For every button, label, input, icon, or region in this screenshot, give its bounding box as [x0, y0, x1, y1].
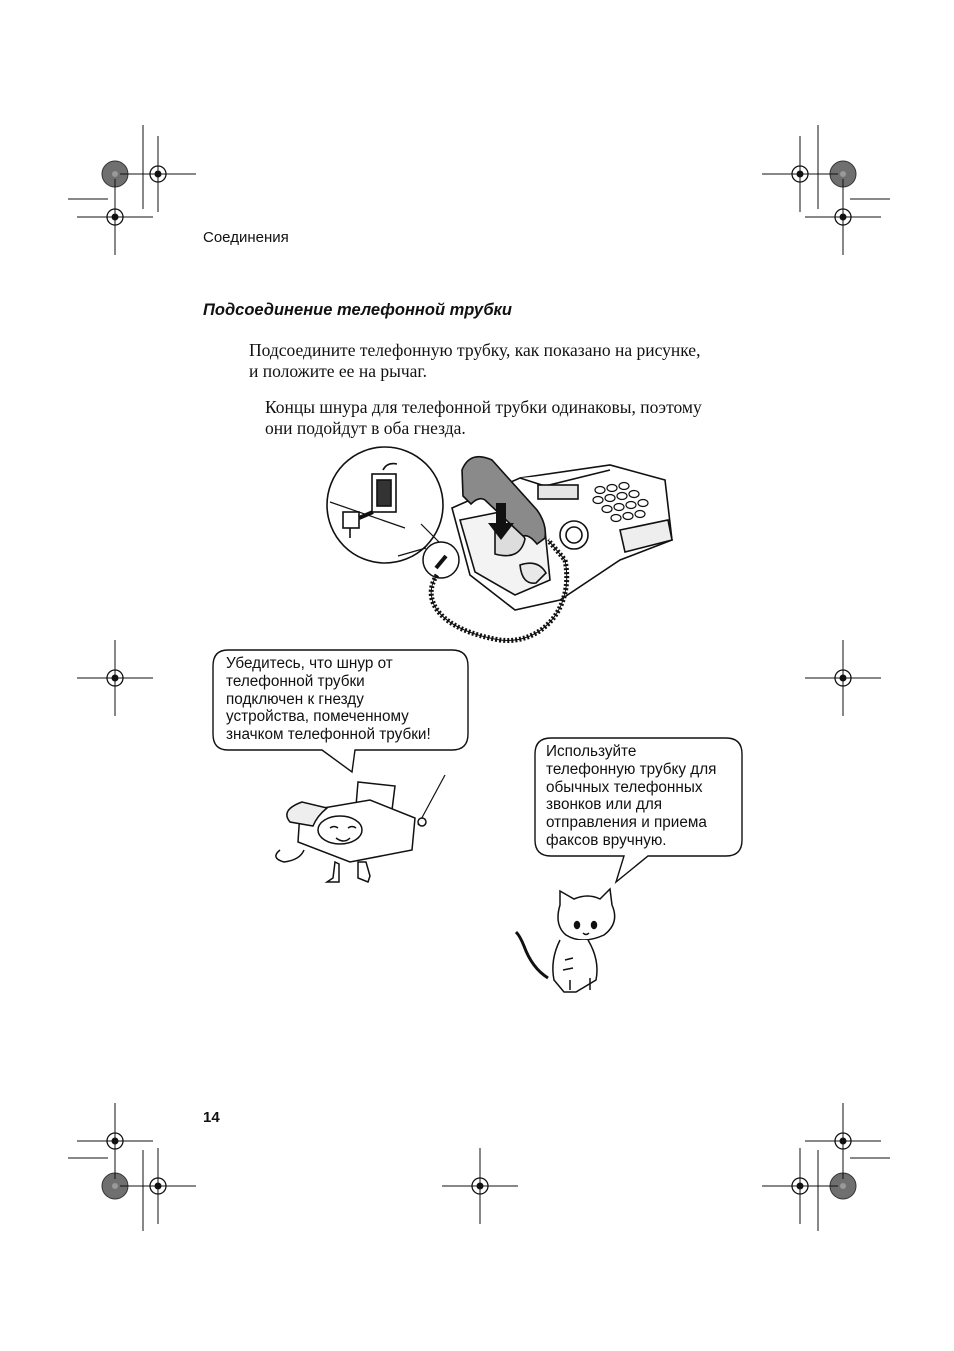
- bubble-line: телефонной трубки: [226, 672, 365, 690]
- bubble-line: факсов вручную.: [546, 831, 667, 849]
- bubble-line: Убедитесь, что шнур от: [226, 655, 393, 672]
- section-header: Соединения: [203, 229, 289, 246]
- bubble-line: обычных телефонных: [546, 778, 703, 796]
- instruction-line: и положите ее на рычаг.: [249, 361, 427, 381]
- page-number: 14: [203, 1109, 220, 1126]
- note-line: Концы шнура для телефонной трубки одинаковы, поэтому: [265, 397, 702, 417]
- section-heading: Подсоединение телефонной трубки: [203, 301, 512, 319]
- bubble-line: телефонную трубку для: [546, 760, 717, 778]
- bubble-line: значком телефонной трубки!: [226, 726, 431, 744]
- instruction-paragraph: [249, 340, 769, 382]
- note-paragraph: [265, 397, 765, 439]
- note-line: они подойдут в оба гнезда.: [265, 418, 466, 438]
- bubble-line: устройства, помеченному: [226, 708, 409, 726]
- bubble-line: подключен к гнезду: [226, 690, 364, 708]
- fax-bubble-text: [226, 655, 476, 744]
- bubble-line: Используйте: [546, 743, 637, 760]
- cat-bubble-text: [546, 743, 746, 850]
- bubble-line: звонков или для: [546, 796, 663, 814]
- instruction-line: Подсоедините телефонную трубку, как показано на рисунке,: [249, 340, 701, 360]
- bubble-line: отправления и приема: [546, 814, 707, 832]
